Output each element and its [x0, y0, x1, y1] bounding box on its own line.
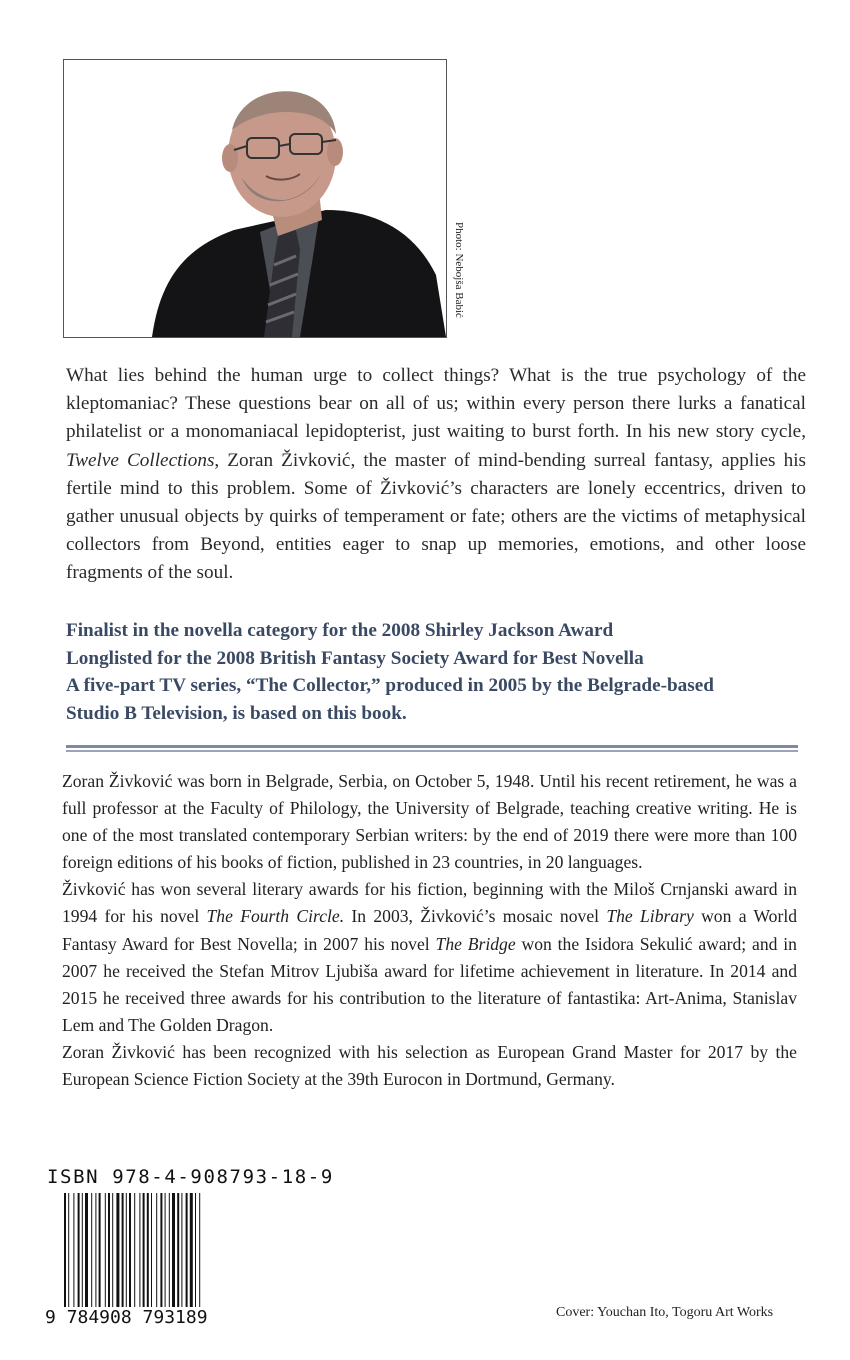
barcode-bar	[186, 1193, 188, 1315]
blurb-text-2: , Zoran Živković, the master of mind-bending surreal fantasy, applies his fertile mind to this problem. Some of Živković’s characters are lonely eccentrics, driven to gather unusual objects by quirks of temperament or fate; others are the victims of metaphysical collectors from Beyond, entities eager to snap up memories, emotions, and other loose fragments of the soul.	[66, 449, 806, 584]
barcode-bar	[91, 1193, 92, 1315]
barcode-bar	[160, 1193, 162, 1315]
barcode-bar	[95, 1193, 96, 1315]
accolade-line: Studio B Television, is based on this book.	[66, 702, 407, 724]
barcode-bar	[151, 1193, 152, 1315]
barcode-bar	[139, 1193, 140, 1315]
barcode-bar	[177, 1193, 179, 1315]
barcode-bar	[181, 1193, 182, 1315]
bio-paragraph-3: Zoran Živković has been recognized with his selection as European Grand Master for 2017 by the European Science Fiction Society at the 39th Eurocon in Dortmund, Germany.	[62, 1041, 797, 1090]
barcode-bar	[199, 1193, 200, 1323]
title-the-library: The Library	[606, 906, 694, 927]
double-divider	[66, 745, 798, 752]
author-photo	[63, 59, 447, 338]
barcode-bar	[122, 1193, 124, 1315]
barcode-bar	[105, 1193, 106, 1315]
barcode-bar	[143, 1193, 145, 1315]
barcode-bar	[99, 1193, 101, 1315]
bio-paragraph-1: Zoran Živković was born in Belgrade, Serbia, on October 5, 1948. Until his recent retirement, he was a full professor at the Faculty of Philology, the University of Belgrade, teaching creative writing. He is one of the most translated contemporary Serbian writers: by the end of 2019 there were more than 100 foreign editions of his books of fiction, published in 23 countries, in 20 languages.	[62, 771, 797, 873]
photo-credit-text: Photo: Nebojša Babić	[453, 222, 465, 318]
barcode-bar	[82, 1193, 83, 1315]
barcode-bar	[112, 1193, 113, 1315]
author-portrait-illustration	[64, 60, 446, 337]
barcode-bar	[64, 1193, 66, 1323]
blurb-text-1: What lies behind the human urge to collect things? What is the true psychology of the kleptomaniac? These questions bear on all of us; within every person there lurks a fanatical philatelist or a monomaniacal lepidopterist, just waiting to burst forth. In his new story cycle,	[66, 365, 806, 443]
accolades	[66, 617, 806, 727]
barcode-bar	[165, 1193, 166, 1315]
bio-paragraph-2: Živković has won several literary awards for his fiction, beginning with the Miloš Crnjanski award in 1994 for his novel The Fourth Circle. In 2003, Živković’s mosaic novel The Library won a World Fantasy Award for Best Novella; in 2007 his novel The Bridge won the Isidora Sekulić award; and in 2007 he received the Stefan Mitrov Ljubiša award for lifetime achievement in literature. In 2014 and 2015 he received three awards for his contribution to the literature of fantastika: Art-Anima, Stanislav Lem and The Golden Dragon.	[62, 879, 798, 1035]
book-title: Twelve Collections	[66, 449, 215, 471]
photo-credit	[451, 222, 467, 340]
title-the-bridge: The Bridge	[435, 933, 516, 954]
blurb-paragraph	[66, 362, 806, 588]
barcode-bar	[147, 1193, 149, 1315]
barcode-bar	[85, 1193, 88, 1315]
barcode-bar	[108, 1193, 110, 1315]
barcode-bar	[73, 1193, 74, 1315]
barcode-bar	[68, 1193, 69, 1323]
title-fourth-circle: The Fourth Circle.	[206, 906, 345, 927]
accolade-line: Finalist in the novella category for the 2008 Shirley Jackson Award	[66, 620, 614, 641]
cover-credit: Cover: Youchan Ito, Togoru Art Works	[556, 1305, 774, 1320]
barcode-bar	[129, 1193, 131, 1315]
barcode-bar	[134, 1193, 135, 1315]
barcode-bar	[172, 1193, 175, 1315]
barcode-digits: 9 784908 793189	[45, 1307, 208, 1328]
accolade-line: Longlisted for the 2008 British Fantasy Society Award for Best Novella	[66, 647, 644, 669]
barcode-bar	[190, 1193, 193, 1315]
barcode-bar	[126, 1193, 127, 1315]
barcode	[64, 1193, 236, 1323]
barcode-bar	[169, 1193, 170, 1315]
barcode-bar	[78, 1193, 80, 1315]
barcode-bar	[116, 1193, 119, 1315]
barcode-bar	[156, 1193, 157, 1315]
isbn-label: ISBN 978-4-908793-18-9	[47, 1166, 334, 1188]
accolade-line: A five-part TV series, “The Collector,” produced in 2005 by the Belgrade-based	[66, 675, 714, 696]
author-bio	[62, 768, 797, 1093]
barcode-bar	[195, 1193, 196, 1323]
